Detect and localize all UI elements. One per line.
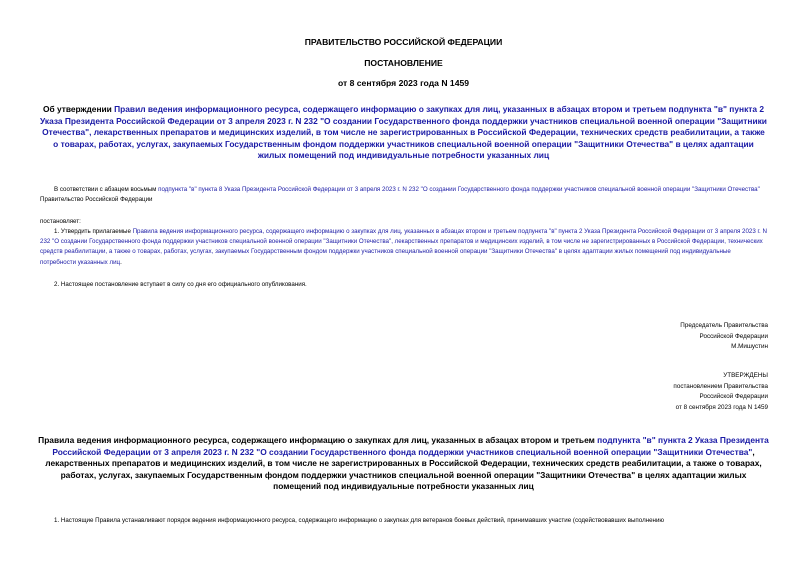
- approved-block: [568, 371, 768, 413]
- preamble-decree-link[interactable]: подпункта "в" пункта 8 Указа Президента Российской Федерации от 3 апреля 2023 г. N 232 "О создании Государственного фонда поддержки участников специальной военной операции "Защитники Отечества": [158, 186, 760, 193]
- rules-title-prefix: Правила ведения информационного ресурса, содержащего информацию о закупках для лиц, указанных в абзацах втором и третьем: [38, 435, 598, 445]
- signature-organization: Российской Федерации: [699, 332, 768, 340]
- signature-block: [568, 321, 768, 353]
- approved-label: УТВЕРЖДЕНЫ: [723, 372, 768, 379]
- item-2-paragraph: 2. Настоящее постановление вступает в силу со дня его официального опубликования.: [54, 281, 307, 288]
- rules-title-suffix: , лекарственных препаратов и медицинских изделий, в том числе не зарегистрированных в Российской Федерации, технических средств реабилитации, а также о товарах, работах, услугах, закупаемых Государственным фондом поддержки участников специальной военной операции "Защитники Отечества" в целях адаптации жилых помещений под индивидуальные потребности указанных лиц: [45, 446, 762, 491]
- item-1-paragraph: [40, 227, 768, 268]
- resolves-text: постановляет:: [40, 218, 81, 225]
- approved-organization: Российской Федерации: [699, 393, 768, 400]
- rules-title-decree-link[interactable]: подпункта "в" пункта 2 Указа Президента Российской Федерации от 3 апреля 2023 г. N 232 "О создании Государственного фонда поддержки участников специальной военной операции "Защитники Отечества": [52, 435, 769, 457]
- title-rules-link[interactable]: Правил ведения информационного ресурса, содержащего информацию о закупках для лиц, указанных в абзацах втором и третьем подпункта "в" пункта 2 Указа Президента Российской Федерации от 3 апреля 2023 г. N 232 "О создании Государственного фонда поддержки участников специальной военной операции "Защитники Отечества", лекарственных препаратов и медицинских изделий, в том числе не зарегистрированных в Российской Федерации, технических средств реабилитации, а также о товарах, работах, услугах, закупаемых Государственным фондом поддержки участников специальной военной операции "Защитники Отечества" в целях адаптации жилых помещений под индивидуальные потребности указанных лиц: [40, 104, 767, 160]
- government-heading: ПРАВИТЕЛЬСТВО РОССИЙСКОЙ ФЕДЕРАЦИИ: [304, 37, 503, 47]
- preamble-paragraph: [40, 185, 768, 205]
- signature-position: Председатель Правительства: [680, 322, 768, 329]
- approved-by: постановлением Правительства: [673, 382, 768, 390]
- rules-title: [36, 435, 771, 493]
- item-1-suffix: .: [120, 258, 122, 266]
- preamble-prefix: В соответствии с абзацем восьмым: [54, 186, 159, 193]
- preamble-suffix: Правительство Российской Федерации: [40, 196, 153, 204]
- item-1-prefix: 1. Утвердить прилагаемые: [54, 228, 133, 235]
- resolution-title: [40, 104, 767, 162]
- signature-name: М.Мишустин: [731, 343, 768, 350]
- title-prefix: Об утверждении: [42, 104, 115, 114]
- item-1-rules-link[interactable]: Правила ведения информационного ресурса, содержащего информацию о закупках для лиц, указанных в абзацах втором и третьем подпункта "в" пункта 2 Указа Президента Российской Федерации от 3 апреля 2023 г. N 232 "О создании Государственного фонда поддержки участников специальной военной операции "Защитники Отечества", лекарственных препаратов и медицинских изделий, в том числе не зарегистрированных в Российской Федерации, технических средств реабилитации, а также о товарах, работах, услугах, закупаемых Государственным фондом поддержки участников специальной военной операции "Защитники Отечества" в целях адаптации жилых помещений под индивидуальные потребности указанных лиц: [40, 228, 767, 266]
- rules-item-1-paragraph: 1. Настоящие Правила устанавливают порядок ведения информационного ресурса, содержащего информацию о закупках для ветеранов боевых действий, принимавших участие (содействовавших выполнению: [54, 517, 665, 524]
- approved-date: от 8 сентября 2023 года N 1459: [675, 403, 768, 411]
- date-number-heading: от 8 сентября 2023 года N 1459: [337, 78, 470, 88]
- document-type-heading: ПОСТАНОВЛЕНИЕ: [364, 58, 443, 68]
